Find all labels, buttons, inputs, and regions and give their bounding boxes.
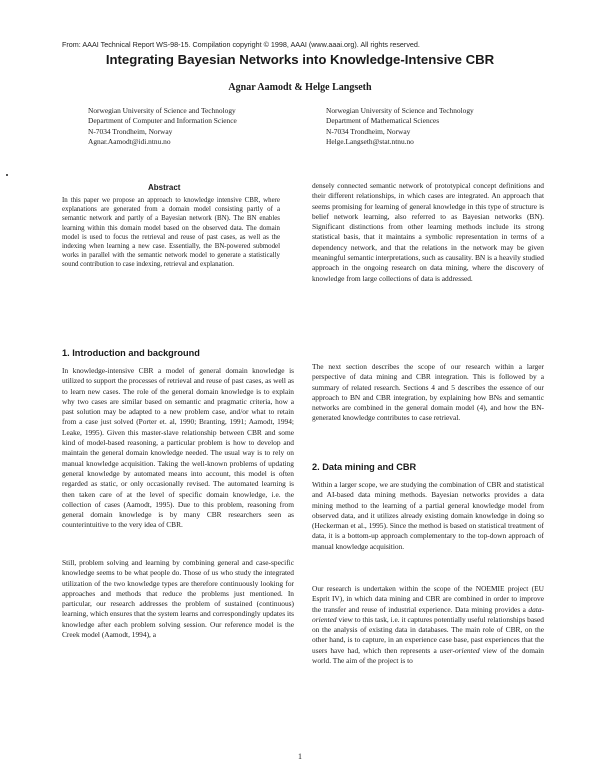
right-column-paragraph-4	[312, 584, 544, 666]
text-run: view of the domain world. The aim of the project is to	[312, 645, 544, 666]
text-run: view to this task, i.e. it captures potentially useful relationships based on the analysis of existing data in databases. The main role of CBR, on the other hand, is to capture, in an experience case base, past experiences that the users have had, which then represents a	[312, 614, 544, 655]
affiliation-line: Department of Computer and Information Science	[88, 116, 237, 126]
affiliation-line: Norwegian University of Science and Technology	[326, 106, 474, 115]
body-paragraph: densely connected semantic network of prototypical concept definitions and their different relationships, in which cases are integrated. An approach that seems promising for learning of general knowledge in this type of structure is belief network learning, also referred to as Bayesian networks (BN). Significant distinctions from other learning methods include its strong statistical basis, that it maintains a symbolic representation in terms of a dependency network, and that the relations in the network may be given meaningful semantic interpretations, such as causality. BN is a heavily studied approach in the ongoing research on data mining, where the discovery of knowledge from large collections of data is addressed.	[312, 181, 544, 283]
section-1-heading: 1. Introduction and background	[62, 348, 200, 358]
paper-authors: Agnar Aamodt & Helge Langseth	[228, 82, 372, 93]
text-run: Our research is undertaken within the scope of the NOEMIE project (EU Esprit IV), in which data mining and CBR are combined in order to improve the transfer and reuse of industrial experience. Data mining provides a	[312, 584, 544, 614]
paper-title: Integrating Bayesian Networks into Knowledge-Intensive CBR	[105, 52, 495, 67]
abstract-heading: Abstract	[148, 183, 181, 192]
affiliation-left	[88, 106, 237, 148]
margin-mark	[6, 174, 8, 176]
section-1-paragraph-2	[62, 558, 294, 640]
emphasis: user-oriented	[439, 645, 480, 655]
body-paragraph	[312, 584, 544, 666]
affiliation-right	[326, 106, 474, 148]
affiliation-line: Norwegian University of Science and Technology	[88, 106, 236, 115]
body-paragraph: Still, problem solving and learning by combining general and case-specific knowledge seems to be what people do. Those of us who study the integrated utilization of the two knowledge types are therefore continuously looking for approaches and methods that reduce the problems just mentioned. In particular, our research addresses the problem of sustained (continuous) learning, which ensures that the system learns and correspondingly updates its knowledge after each problem solving session. Our reference model is the Creek model (Aamodt, 1994), a	[62, 558, 294, 640]
affiliation-email: Helge.Langseth@stat.ntnu.no	[326, 137, 414, 147]
right-column-paragraph-3	[312, 480, 544, 552]
emphasis: data-oriented	[312, 604, 544, 624]
body-paragraph: In knowledge-intensive CBR a model of general domain knowledge is utilized to support the processes of retrieval and reuse of past cases, as well as to learn new cases. The role of the general domain knowledge is to explain why two cases are similar based on semantic and pragmatic criteria, how a past solution may be adapted to a new problem case, and/or what to retain from a case just solved (Porter et. al, 1990; Branting, 1991; Aamodt, 1994; Leake, 1995). Given this master-slave relationship between CBR and some kind of model-based reasoning, a particular problem is how to develop and maintain the general domain knowledge needed. The usual way is to rely on manual knowledge acquisition. Taking the well-known problems of updating general knowledge by automated means into account, this model is often regarded as static, or only occasionally revised. The automated learning is then taken care of at the level of specific domain knowledge, i.e. the collection of cases (Aamodt, 1995). Due to this problem, reasoning from general domain knowledge is by many CBR researchers seen as counterintuitive to the very idea of CBR.	[62, 366, 294, 530]
affiliation-email: Agnar.Aamodt@idi.ntnu.no	[88, 137, 171, 147]
page-number: 1	[298, 752, 302, 761]
abstract-text: In this paper we propose an approach to knowledge intensive CBR, where explanations are generated from a domain model consisting partly of a semantic network and partly of a Bayesian network (BN). The BN enables learning within this domain model based on the observed data. The domain model is used to focus the retrieval and reuse of past cases, as well as the indexing when learning a new case. Essentially, the BN-powered submodel works in parallel with the semantic network model to generate a statistically sound contribution to case indexing, retrieval and explanation.	[62, 197, 280, 269]
body-paragraph: The next section describes the scope of our research within a larger perspective of data mining and CBR integration. This is followed by a summary of related research. Sections 4 and 5 describes the essence of our approach to BN and CBR integration, by explaining how BNs and semantic networks are combined in the general domain model (4), and how the BN-generated knowledge contributes to case retrieval.	[312, 362, 544, 423]
affiliation-line: Department of Mathematical Sciences	[326, 116, 440, 126]
affiliation-line: N-7034 Trondheim, Norway	[88, 126, 173, 136]
affiliation-line: N-7034 Trondheim, Norway	[326, 126, 411, 136]
right-column-paragraph-2	[312, 362, 544, 424]
right-column-paragraph-1	[312, 181, 544, 284]
section-2-heading: 2. Data mining and CBR	[312, 462, 417, 472]
copyright-header: From: AAAI Technical Report WS-98-15. Compilation copyright © 1998, AAAI (www.aaai.org). All rights reserved.	[62, 40, 420, 49]
section-1-paragraph-1	[62, 366, 294, 531]
body-paragraph: Within a larger scope, we are studying the combination of CBR and statistical and AI-based data mining methods. Bayesian networks provides a data mining method to the learning of a partial general knowledge model from observed data, and it utilizes already existing domain knowledge in doing so (Heckerman et al., 1995). Since the method is based on statistical treatment of data, it is a bottom-up approach complementary to the top-down approach of manual knowledge acquisition.	[312, 480, 544, 551]
